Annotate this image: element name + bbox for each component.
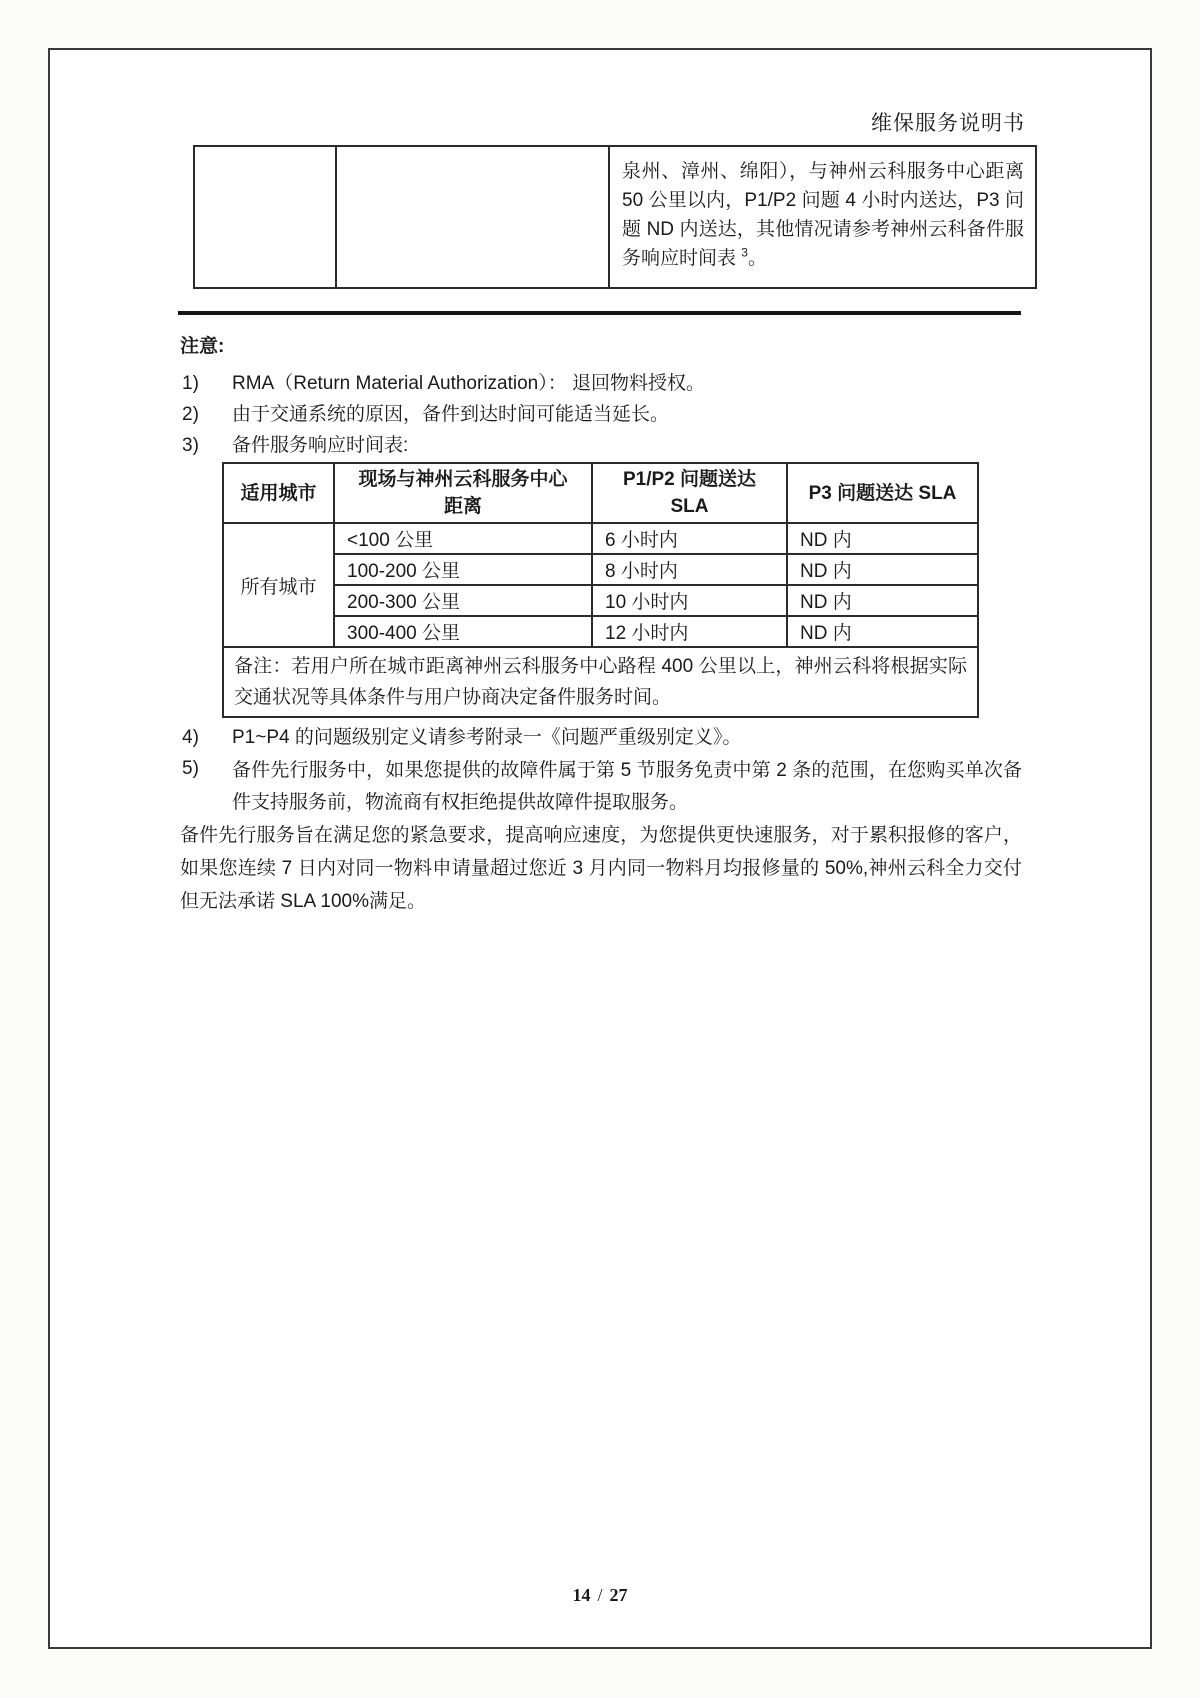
closing-paragraph: 备件先行服务旨在满足您的紧急要求，提高响应速度，为您提供更快速服务，对于累积报修的客户，如果您连续 7 日内对同一物料申请量超过您近 3 月内同一物料月均报修量的 50%,神州云科全力交付但无法承诺 SLA 100%满足。 — [180, 825, 1022, 912]
notice-item-3-text: 备件服务响应时间表: — [232, 435, 409, 456]
sla-row-4-p3: ND 内 — [787, 616, 978, 647]
sla-row-3-distance: 200-300 公里 — [334, 585, 592, 616]
spare-parts-sla-table — [222, 462, 979, 718]
page-footer — [0, 1585, 1200, 1606]
continuation-table — [193, 145, 1037, 289]
sla-table-row-1 — [223, 523, 978, 554]
sla-header-distance: 现场与神州云科服务中心距离 — [334, 463, 592, 523]
section-divider-rule — [178, 311, 1021, 315]
sla-row-4-distance: 300-400 公里 — [334, 616, 592, 647]
notice-item-2-text: 由于交通系统的原因，备件到达时间可能适当延长。 — [232, 404, 670, 425]
sla-row-3-p3: ND 内 — [787, 585, 978, 616]
sla-header-city: 适用城市 — [223, 463, 334, 523]
sla-table-row-4 — [223, 616, 978, 647]
sla-header-p1p2: P1/P2 问题送达 SLA — [592, 463, 787, 523]
continuation-table-row — [194, 146, 1036, 288]
footnote-ref: 3 — [741, 245, 748, 260]
continuation-cell-text — [609, 146, 1036, 288]
notice-item-4-text: P1~P4 的问题级别定义请参考附录一《问题严重级别定义》。 — [232, 727, 742, 748]
continuation-text: 泉州、漳州、绵阳），与神州云科服务中心距离 50 公里以内，P1/P2 问题 4 小时内送达，P3 问题 ND 内送达，其他情况请参考神州云科备件服务响应时间表 — [622, 161, 1024, 269]
notice-item-4-number: 4) — [182, 727, 199, 748]
sla-row-3-p1p2: 10 小时内 — [592, 585, 787, 616]
notice-item-1 — [182, 370, 705, 397]
sla-table-row-3 — [223, 585, 978, 616]
footer-page-number: 14 — [572, 1585, 591, 1605]
notice-item-5-text: 备件先行服务中，如果您提供的故障件属于第 5 节服务免责中第 2 条的范围，在您购买单次备件支持服务前，物流商有权拒绝提供故障件提取服务。 — [232, 760, 1022, 813]
sla-header-p3: P3 问题送达 SLA — [787, 463, 978, 523]
sla-city-cell: 所有城市 — [223, 523, 334, 647]
sla-table-header-row — [223, 463, 978, 523]
continuation-cell-empty-1 — [194, 146, 336, 288]
sla-row-1-p1p2: 6 小时内 — [592, 523, 787, 554]
continuation-text-period: 。 — [747, 248, 767, 269]
sla-row-4-p1p2: 12 小时内 — [592, 616, 787, 647]
notice-item-2 — [182, 401, 669, 428]
notice-label: 注意: — [180, 336, 225, 357]
sla-table-row-2 — [223, 554, 978, 585]
page-header-title: 维保服务说明书 — [871, 111, 1025, 135]
continuation-cell-empty-2 — [336, 146, 609, 288]
sla-row-1-p3: ND 内 — [787, 523, 978, 554]
notice-item-2-number: 2) — [182, 404, 199, 425]
notice-item-4 — [182, 724, 741, 751]
footer-total-pages: 27 — [609, 1585, 628, 1605]
notice-item-1-number: 1) — [182, 373, 199, 394]
notice-item-5-number: 5) — [182, 758, 199, 779]
sla-row-2-p1p2: 8 小时内 — [592, 554, 787, 585]
notice-item-3 — [182, 432, 408, 459]
sla-table-note: 备注：若用户所在城市距离神州云科服务中心路程 400 公里以上，神州云科将根据实际交通状况等具体条件与用户协商决定备件服务时间。 — [223, 647, 978, 717]
sla-table-note-row — [223, 647, 978, 717]
notice-item-3-number: 3) — [182, 435, 199, 456]
notice-item-1-text: RMA（Return Material Authorization）： 退回物料授权。 — [232, 373, 706, 394]
sla-row-1-distance: <100 公里 — [334, 523, 592, 554]
footer-separator: / — [597, 1585, 603, 1605]
sla-row-2-p3: ND 内 — [787, 554, 978, 585]
notice-item-5 — [182, 755, 1022, 819]
sla-row-2-distance: 100-200 公里 — [334, 554, 592, 585]
